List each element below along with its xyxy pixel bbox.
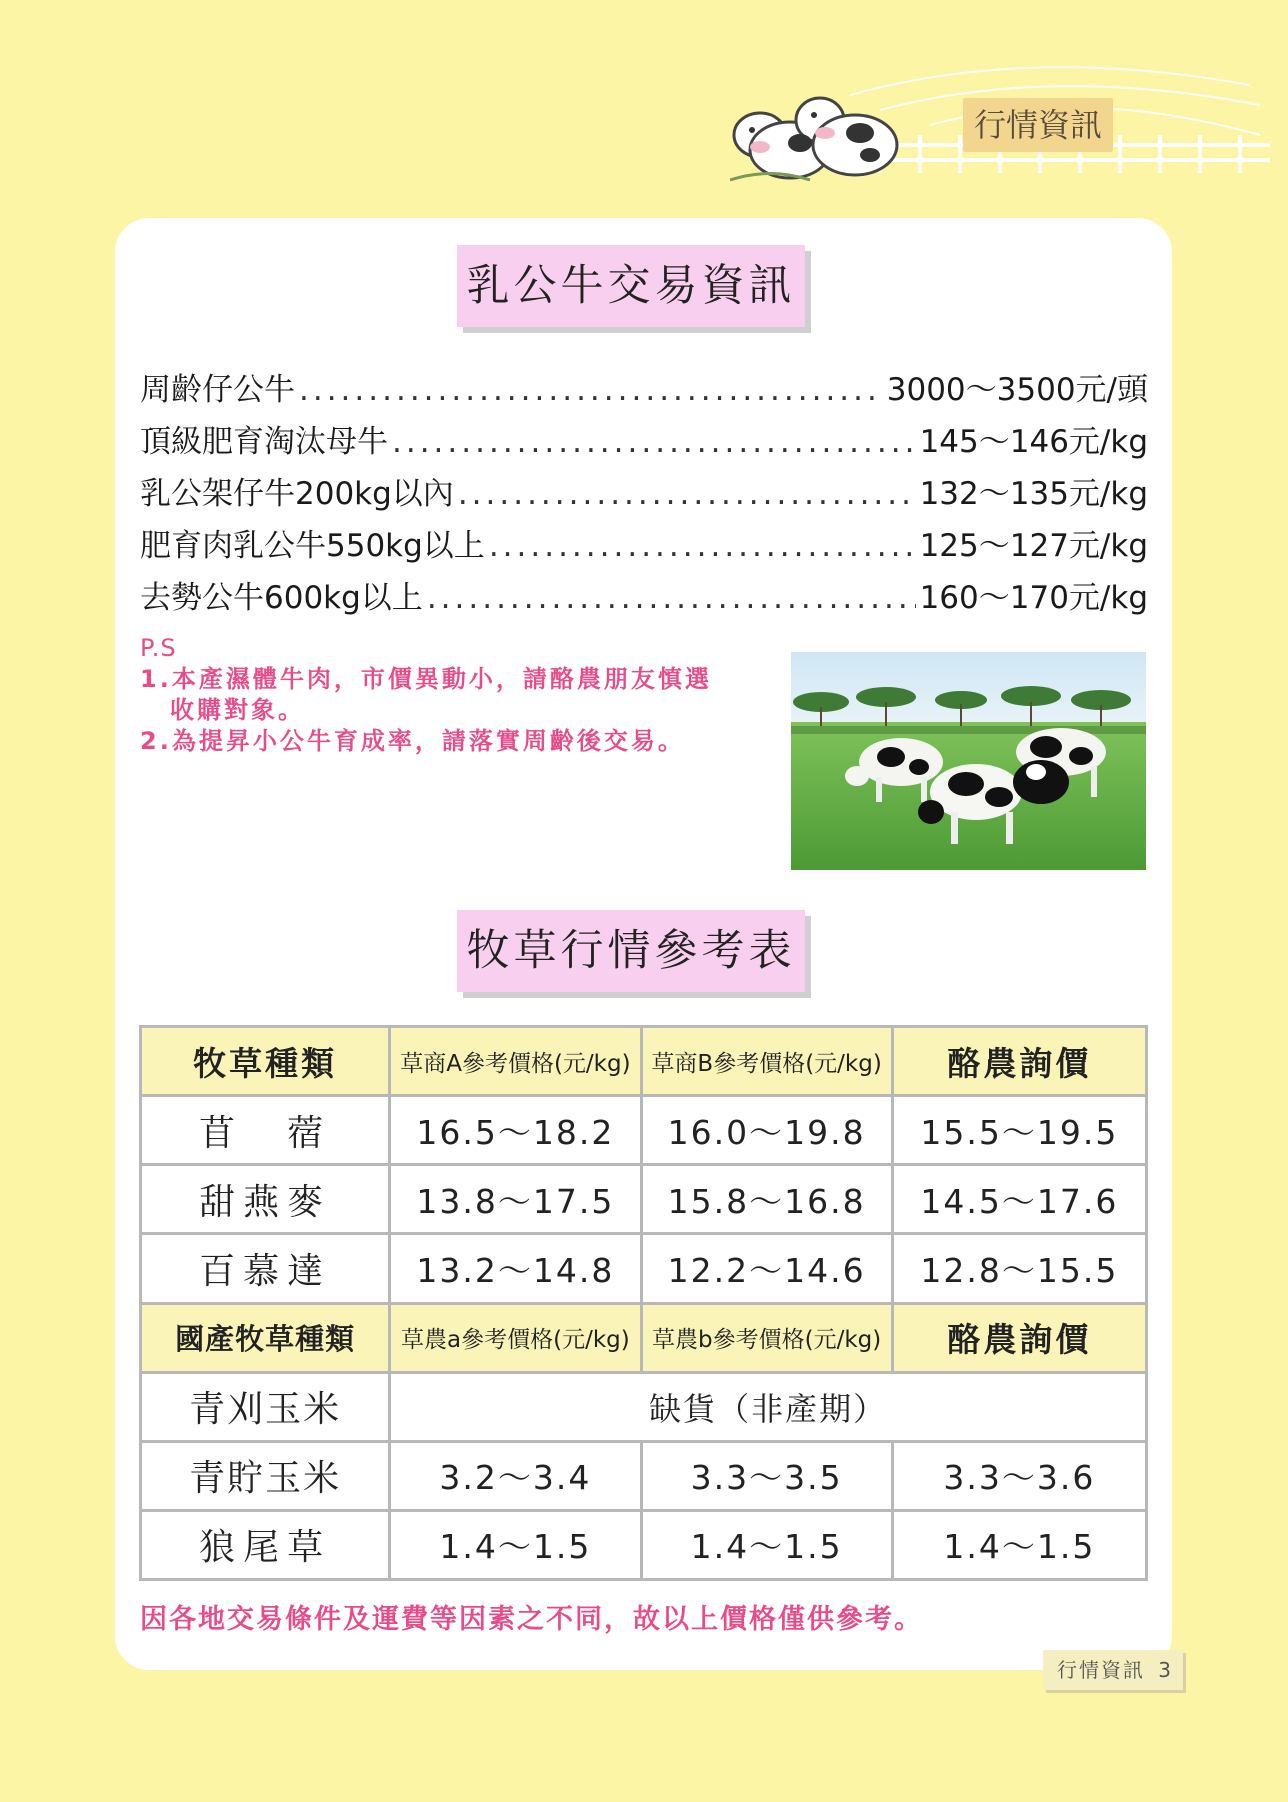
forage-price-table (139, 1025, 1148, 1581)
bull-price-list (140, 364, 1148, 624)
section-label: 行情資訊 (963, 98, 1113, 152)
price-range: 13.2～14.8 (390, 1234, 641, 1303)
price-disclaimer: 因各地交易條件及運費等因素之不同，故以上價格僅供參考。 (140, 1604, 923, 1635)
price-range: 3.3～3.6 (892, 1441, 1146, 1510)
forage-name: 青貯玉米 (141, 1441, 390, 1510)
table-header-row (141, 1303, 1147, 1372)
table-row (141, 1096, 1147, 1165)
price-item-value: 145～146元/kg (919, 424, 1148, 460)
shortage-status: 缺貨（非產期） (390, 1372, 1147, 1441)
price-row (140, 572, 1148, 624)
price-range: 13.8～17.5 (390, 1165, 641, 1234)
dot-leader (392, 424, 916, 460)
forage-name: 甜燕麥 (141, 1165, 390, 1234)
dot-leader (299, 372, 883, 408)
column-header: 草商A參考價格(元/kg) (390, 1027, 641, 1096)
price-item-value: 132～135元/kg (919, 476, 1148, 512)
forage-name: 百慕達 (141, 1234, 390, 1303)
footer-label: 行情資訊 (1057, 1658, 1145, 1682)
dot-leader (427, 580, 916, 616)
price-item-name: 肥育肉乳公牛550kg以上 (140, 528, 485, 564)
price-range: 1.4～1.5 (892, 1510, 1146, 1579)
price-range: 3.3～3.5 (641, 1441, 892, 1510)
price-range: 14.5～17.6 (892, 1165, 1146, 1234)
forage-name: 青刈玉米 (141, 1372, 390, 1441)
price-item-value: 3000～3500元/頭 (886, 372, 1148, 408)
price-range: 15.5～19.5 (892, 1096, 1146, 1165)
note-1-cont: 收購對象。 (170, 696, 305, 724)
grazing-cows-photo (791, 652, 1146, 870)
page-number: 3 (1158, 1658, 1171, 1682)
price-range: 12.8～15.5 (892, 1234, 1146, 1303)
price-item-value: 160～170元/kg (919, 580, 1148, 616)
forage-name: 狼尾草 (141, 1510, 390, 1579)
price-range: 12.2～14.6 (641, 1234, 892, 1303)
table-row (141, 1510, 1147, 1579)
price-row (140, 520, 1148, 572)
page-footer (1043, 1650, 1183, 1690)
note-2: 2.為提昇小公牛育成率，請落實周齡後交易。 (140, 727, 685, 755)
dot-leader (489, 528, 916, 564)
price-range: 3.2～3.4 (390, 1441, 641, 1510)
price-item-name: 周齡仔公牛 (140, 372, 295, 408)
price-range: 1.4～1.5 (641, 1510, 892, 1579)
price-range: 16.0～19.8 (641, 1096, 892, 1165)
price-item-name: 乳公架仔牛200kg以內 (140, 476, 454, 512)
table-row (141, 1234, 1147, 1303)
price-range: 1.4～1.5 (390, 1510, 641, 1579)
price-row (140, 364, 1148, 416)
forage-name: 苜 蓿 (141, 1096, 390, 1165)
column-header: 草商B參考價格(元/kg) (641, 1027, 892, 1096)
dot-leader (458, 476, 916, 512)
price-row (140, 468, 1148, 520)
ps-label: P.S (140, 634, 177, 662)
price-item-name: 頂級肥育淘汰母牛 (140, 424, 388, 460)
price-item-value: 125～127元/kg (919, 528, 1148, 564)
column-header: 酪農詢價 (892, 1303, 1146, 1372)
forage-price-title: 牧草行情參考表 (457, 910, 805, 992)
price-range: 15.8～16.8 (641, 1165, 892, 1234)
table-row (141, 1441, 1147, 1510)
note-1: 1.本產濕體牛肉，市價異動小，請酪農朋友慎選 (140, 665, 712, 693)
table-row (141, 1372, 1147, 1441)
column-header: 酪農詢價 (892, 1027, 1146, 1096)
price-range: 16.5～18.2 (390, 1096, 641, 1165)
price-row (140, 416, 1148, 468)
bull-trade-title: 乳公牛交易資訊 (457, 245, 805, 327)
price-item-name: 去勢公牛600kg以上 (140, 580, 423, 616)
column-header: 國產牧草種類 (141, 1303, 390, 1372)
column-header: 草農a參考價格(元/kg) (390, 1303, 641, 1372)
ps-notes (140, 633, 780, 757)
column-header: 牧草種類 (141, 1027, 390, 1096)
table-header-row (141, 1027, 1147, 1096)
column-header: 草農b參考價格(元/kg) (641, 1303, 892, 1372)
table-row (141, 1165, 1147, 1234)
